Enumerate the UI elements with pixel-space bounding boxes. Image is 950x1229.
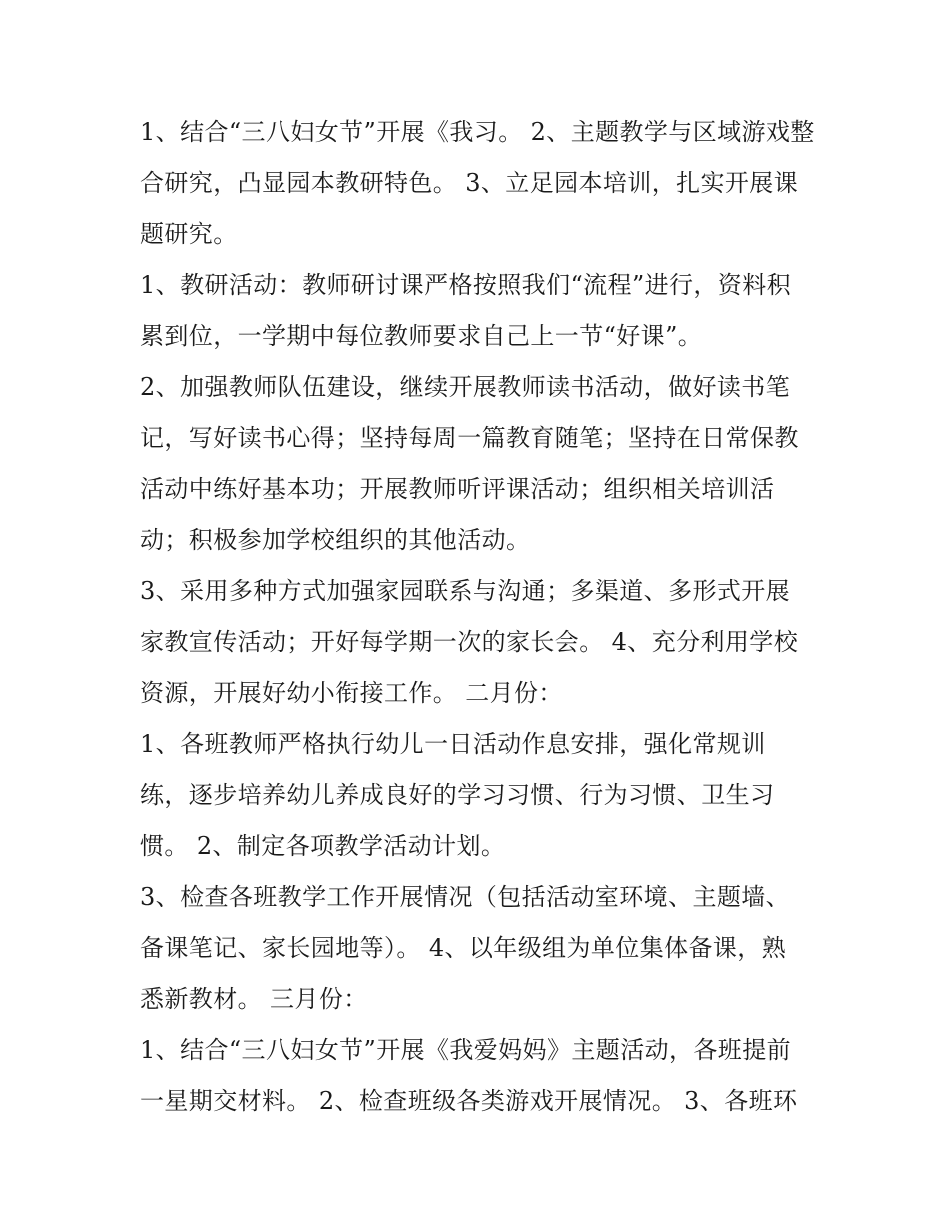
text-line: 累到位，一学期中每位教师要求自己上一节“好课”。 bbox=[140, 322, 703, 350]
text-line: 记，写好读书心得；坚持每周一篇教育随笔；坚持在日常保教 bbox=[140, 424, 799, 452]
text-line: 合研究，凸显园本教研特色。 3、立足园本培训，扎实开展课 bbox=[140, 169, 799, 197]
text-line: 3、检查各班教学工作开展情况（包括活动室环境、主题墙、 bbox=[140, 883, 791, 911]
text-line: 惯。 2、制定各项教学活动计划。 bbox=[140, 832, 506, 860]
text-line: 练，逐步培养幼儿养成良好的学习习惯、行为习惯、卫生习 bbox=[140, 781, 775, 809]
text-line: 2、加强教师队伍建设，继续开展教师读书活动，做好读书笔 bbox=[140, 373, 791, 401]
text-line: 一星期交材料。 2、检查班级各类游戏开展情况。 3、各班环 bbox=[140, 1087, 798, 1115]
document-body bbox=[140, 107, 820, 1127]
text-line: 题研究。 bbox=[140, 220, 238, 248]
text-line: 1、结合“三八妇女节”开展《我习。 2、主题教学与区域游戏整 bbox=[140, 118, 815, 146]
text-line: 家教宣传活动；开好每学期一次的家长会。 4、充分利用学校 bbox=[140, 628, 799, 656]
text-line: 备课笔记、家长园地等）。 4、以年级组为单位集体备课，熟 bbox=[140, 934, 787, 962]
text-line: 1、教研活动：教师研讨课严格按照我们“流程”进行，资料积 bbox=[140, 271, 792, 299]
text-line: 资源，开展好幼小衔接工作。 二月份： bbox=[140, 679, 563, 707]
text-line: 3、采用多种方式加强家园联系与沟通；多渠道、多形式开展 bbox=[140, 577, 791, 605]
text-line: 1、结合“三八妇女节”开展《我爱妈妈》主题活动，各班提前 bbox=[140, 1036, 792, 1064]
text-line: 悉新教材。 三月份： bbox=[140, 985, 368, 1013]
text-line: 动；积极参加学校组织的其他活动。 bbox=[140, 526, 531, 554]
text-line: 活动中练好基本功；开展教师听评课活动；组织相关培训活 bbox=[140, 475, 775, 503]
text-line: 1、各班教师严格执行幼儿一日活动作息安排，强化常规训 bbox=[140, 730, 766, 758]
